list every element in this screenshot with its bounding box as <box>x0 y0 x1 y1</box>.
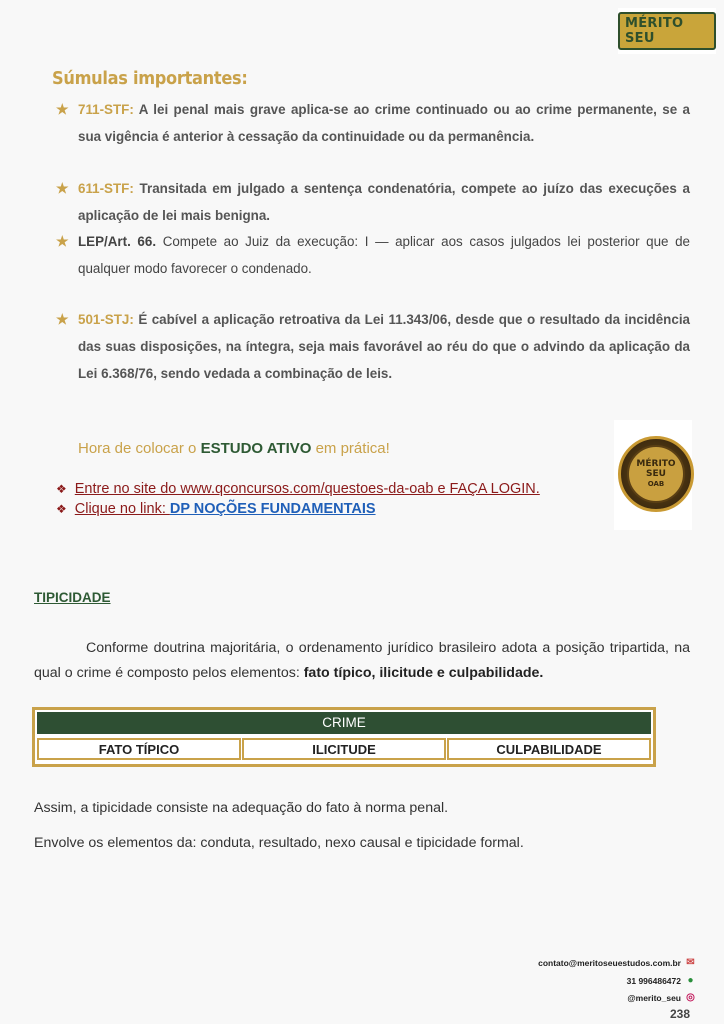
footer-instagram <box>627 992 696 1003</box>
sumula-code: 611-STF: <box>78 181 134 196</box>
cta-link-item <box>56 501 376 517</box>
cta-link-item <box>56 481 540 497</box>
cta-prefix: Hora de colocar o <box>78 440 201 457</box>
paragraph-bold: fato típico, ilicitude e culpabilidade. <box>303 665 544 681</box>
email-icon: ✉ <box>686 957 695 968</box>
instagram-text: @merito_seu <box>627 992 681 1003</box>
sumula-text: É cabível a aplicação retroativa da Lei 11.343/06, desde que o resultado da incidência das suas disposições, na íntegra, seja mais favorável ao réu do que o advindo da aplicação da Lei 6.368/76, sendo vedada a combinação de leis. <box>78 312 690 381</box>
sumula-item <box>56 175 690 229</box>
diamond-bullet-icon: ❖ <box>56 482 67 496</box>
star-icon: ★ <box>56 311 69 327</box>
whatsapp-icon: ● <box>687 975 694 986</box>
instagram-icon: ◎ <box>686 992 695 1003</box>
lep-item <box>56 228 690 282</box>
body-line: Assim, a tipicidade consiste na adequação do fato à norma penal. <box>34 800 449 816</box>
cta-suffix: em prática! <box>311 440 390 457</box>
footer-phone <box>627 975 696 986</box>
crime-cell-culpabilidade: CULPABILIDADE <box>447 738 651 760</box>
page-number: 238 <box>669 1007 690 1021</box>
star-icon: ★ <box>56 101 69 117</box>
cta-highlight: ESTUDO ATIVO <box>200 440 312 457</box>
seal-sub: OAB <box>647 480 665 488</box>
footer-email <box>538 957 696 968</box>
seal-ring <box>618 436 694 512</box>
lep-code: LEP/Art. 66. <box>78 234 157 249</box>
crime-table-header: CRIME <box>37 712 651 734</box>
logo-plate: MÉRITO SEU <box>618 12 716 50</box>
sumula-item <box>56 306 690 387</box>
clique-link-prefix: Clique no link: <box>74 501 170 517</box>
crime-cell-fato-tipico: FATO TÍPICO <box>37 738 241 760</box>
dp-nocoes-link[interactable]: DP NOÇÕES FUNDAMENTAIS <box>169 501 376 517</box>
sumula-code: 711-STF: <box>78 102 134 117</box>
sumula-code: 501-STJ: <box>78 312 134 327</box>
brand-logo <box>618 8 716 54</box>
crime-table <box>32 707 656 767</box>
diamond-bullet-icon: ❖ <box>56 502 67 516</box>
sumula-item <box>56 96 690 150</box>
sumula-text: Transitada em julgado a sentença condenatória, compete ao juízo das execuções a aplicação de lei mais benigna. <box>78 181 690 223</box>
lep-text: Compete ao Juiz da execução: I — aplicar aos casos julgados lei posterior que de qualquer modo favorecer o condenado. <box>78 234 690 276</box>
qconcursos-link[interactable]: Entre no site do www.qconcursos.com/questoes-da-oab e FAÇA LOGIN. <box>74 481 540 497</box>
sumulas-title: Súmulas importantes: <box>52 68 248 89</box>
sumula-text: A lei penal mais grave aplica-se ao crime continuado ou ao crime permanente, se a sua vigência é anterior à cessação da continuidade ou da permanência. <box>78 102 690 144</box>
seal-main-2: SEU <box>646 469 666 479</box>
tipicidade-paragraph <box>34 636 690 686</box>
crime-cell-ilicitude: ILICITUDE <box>242 738 446 760</box>
seal-core <box>627 445 685 503</box>
phone-text: 31 996486472 <box>626 975 681 986</box>
paragraph-text: Conforme doutrina majoritária, o ordenamento jurídico brasileiro adota a posição tripartida, na qual o crime é composto pelos elementos: <box>34 640 690 681</box>
email-text: contato@meritoseuestudos.com.br <box>538 957 681 968</box>
merito-seu-seal <box>614 420 692 530</box>
body-line: Envolve os elementos da: conduta, resultado, nexo causal e tipicidade formal. <box>34 835 524 851</box>
seal-main-1: MÉRITO <box>636 459 676 469</box>
star-icon: ★ <box>56 233 69 249</box>
tipicidade-title: TIPICIDADE <box>34 590 111 605</box>
cta-text <box>78 440 390 457</box>
star-icon: ★ <box>56 180 69 196</box>
